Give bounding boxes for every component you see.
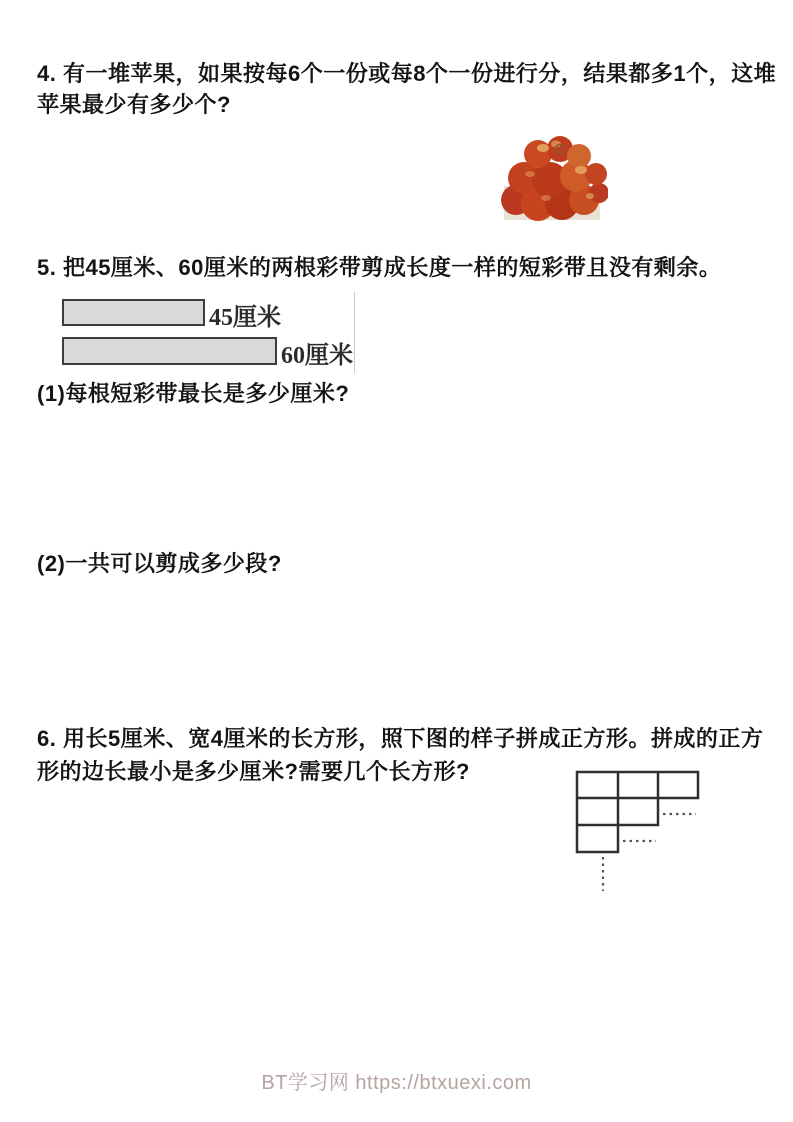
ribbon-60cm-label: 60厘米 [281,343,353,369]
ribbon-60cm-bar [62,337,277,365]
question-6-line-2: 形的边长最小是多少厘米?需要几个长方形? [37,759,470,784]
rectangle-tiling-diagram [565,763,710,895]
question-4-line-1: 4. 有一堆苹果，如果按每6个一份或每8个一份进行分，结果都多1个，这堆 [37,61,777,86]
question-5-sub-1: (1)每根短彩带最长是多少厘米? [37,381,350,406]
apple-pile-photo [500,130,608,224]
site-watermark: BT学习网 https://btxuexi.com [261,1072,532,1094]
scan-artifact-line [354,292,355,373]
question-6-line-1: 6. 用长5厘米、宽4厘米的长方形，照下图的样子拼成正方形。拼成的正方 [37,726,764,751]
question-5-intro: 5. 把45厘米、60厘米的两根彩带剪成长度一样的短彩带且没有剩余。 [37,255,722,280]
question-5-sub-2: (2)一共可以剪成多少段? [37,551,282,576]
ribbon-45cm-bar [62,299,205,326]
question-4-line-2: 苹果最少有多少个? [37,92,231,117]
ribbon-45cm-label: 45厘米 [209,305,281,331]
